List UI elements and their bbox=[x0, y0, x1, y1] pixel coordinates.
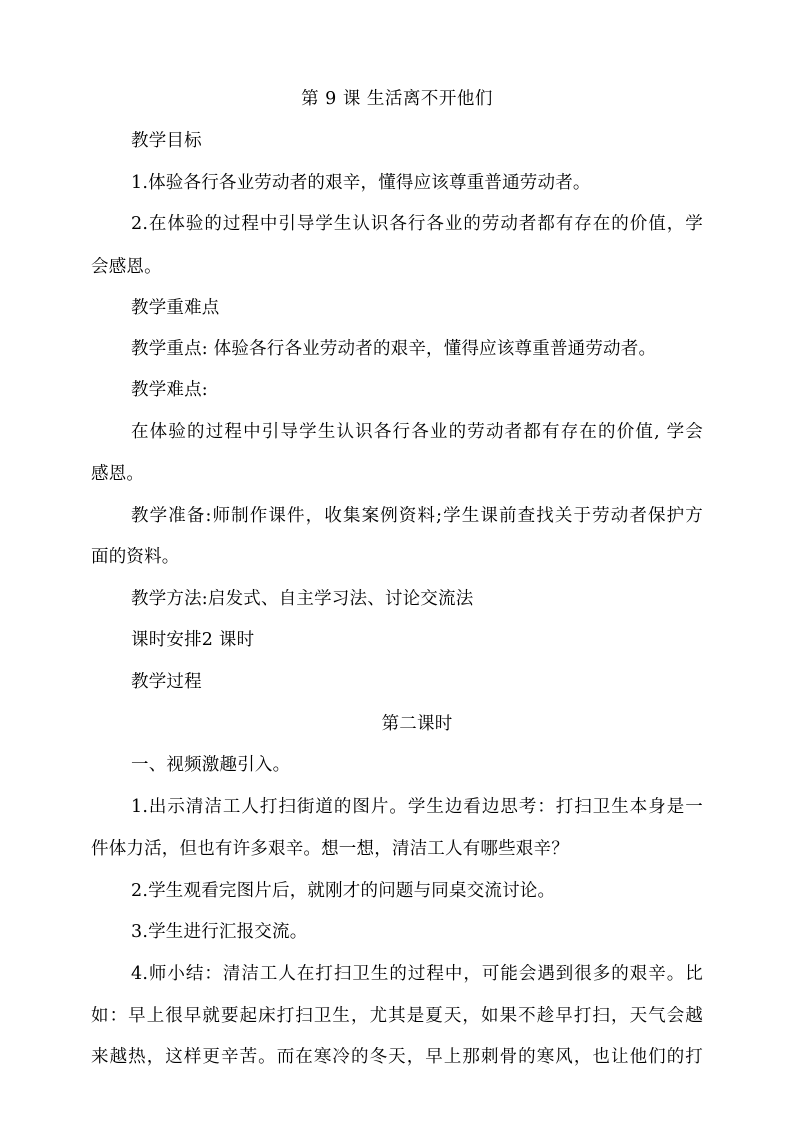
lesson-schedule: 课时安排2 课时 bbox=[131, 630, 255, 650]
lesson-period-heading: 第二课时 bbox=[381, 714, 453, 734]
goals-heading: 教学目标 bbox=[131, 131, 202, 151]
teaching-method: 教学方法:启发式、自主学习法、讨论交流法 bbox=[131, 589, 474, 609]
difficulty-heading: 教学难点: bbox=[131, 380, 208, 400]
goal-2-line-1: 2.在体验的过程中引导学生认识各行各业的劳动者都有存在的价值，学 bbox=[131, 214, 703, 234]
step-4-line-2: 如：早上很早就要起床打扫卫生，尤其是夏天，如果不趁早打扫，天气会越 bbox=[91, 1006, 703, 1026]
key-points-heading: 教学重难点 bbox=[131, 298, 220, 318]
key-point: 教学重点: 体验各行各业劳动者的艰辛，懂得应该尊重普通劳动者。 bbox=[131, 339, 657, 359]
goal-2-line-2: 会感恩。 bbox=[91, 257, 162, 277]
section-1-heading: 一、视频激趣引入。 bbox=[131, 755, 291, 775]
step-4-line-3: 来越热，这样更辛苦。而在寒冷的冬天，早上那刺骨的寒风，也让他们的打 bbox=[91, 1047, 703, 1067]
goal-1: 1.体验各行各业劳动者的艰辛，懂得应该尊重普通劳动者。 bbox=[131, 173, 591, 193]
step-1-line-2: 件体力活，但也有许多艰辛。想一想，清洁工人有哪些艰辛？ bbox=[91, 839, 569, 859]
process-heading: 教学过程 bbox=[131, 672, 202, 692]
difficulty-line-2: 感恩。 bbox=[91, 464, 145, 484]
preparation-line-1: 教学准备:师制作课件，收集案例资料;学生课前查找关于劳动者保护方 bbox=[131, 506, 703, 526]
step-1-line-1: 1.出示清洁工人打扫街道的图片。学生边看边思考：打扫卫生本身是一 bbox=[131, 797, 703, 817]
difficulty-line-1: 在体验的过程中引导学生认识各行各业的劳动者都有存在的价值, 学会 bbox=[131, 422, 703, 442]
step-4-line-1: 4.师小结：清洁工人在打扫卫生的过程中，可能会遇到很多的艰辛。比 bbox=[131, 964, 703, 984]
step-3: 3.学生进行汇报交流。 bbox=[131, 922, 308, 942]
lesson-title: 第 9 课 生活离不开他们 bbox=[301, 89, 493, 109]
step-2: 2.学生观看完图片后，就刚才的问题与同桌交流讨论。 bbox=[131, 881, 556, 901]
preparation-line-2: 面的资料。 bbox=[91, 547, 180, 567]
